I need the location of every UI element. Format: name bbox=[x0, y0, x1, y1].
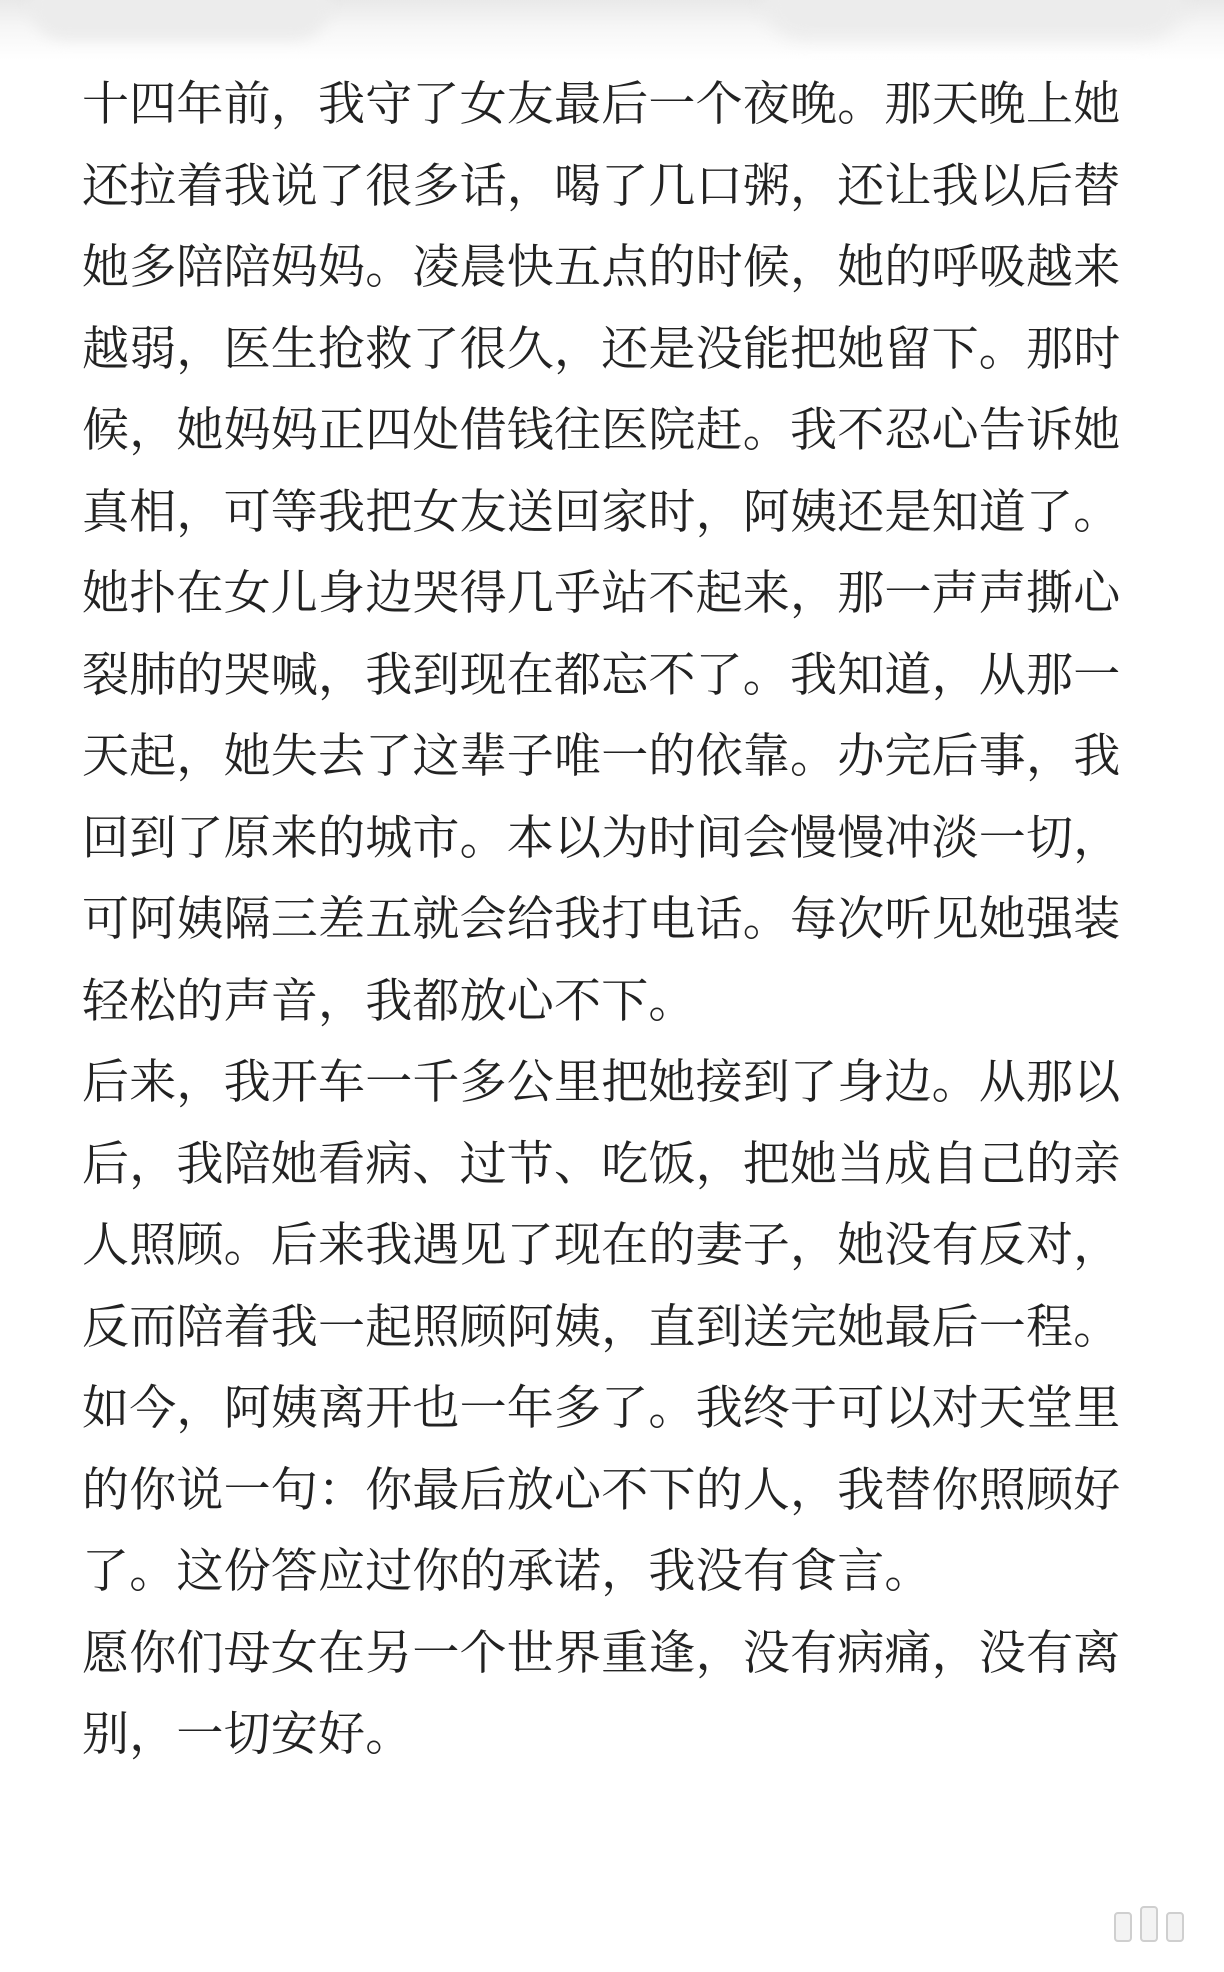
top-right-blurred-element bbox=[764, 0, 1184, 40]
top-left-blurred-element bbox=[30, 0, 330, 40]
watermark-bar-1 bbox=[1114, 1912, 1132, 1942]
article-body bbox=[82, 64, 1142, 1776]
paragraph-1: 十四年前，我守了女友最后一个夜晚。那天晚上她还拉着我说了很多话，喝了几口粥，还让我以后替她多陪陪妈妈。凌晨快五点的时候，她的呼吸越来越弱，医生抢救了很久，还是没能把她留下。那时候，她妈妈正四处借钱往医院赶。我不忍心告诉她真相，可等我把女友送回家时，阿姨还是知道了。她扑在女儿身边哭得几乎站不起来，那一声声撕心裂肺的哭喊，我到现在都忘不了。我知道，从那一天起，她失去了这辈子唯一的依靠。办完后事，我回到了原来的城市。本以为时间会慢慢冲淡一切，可阿姨隔三差五就会给我打电话。每次听见她强装轻松的声音，我都放心不下。 bbox=[82, 77, 1121, 1029]
watermark-bar-3 bbox=[1166, 1912, 1184, 1942]
paragraph-3: 愿你们母女在另一个世界重逢，没有病痛，没有离别，一切安好。 bbox=[82, 1625, 1121, 1762]
watermark-icon bbox=[1114, 1906, 1184, 1942]
watermark-bar-2 bbox=[1140, 1906, 1158, 1942]
paragraph-2: 后来，我开车一千多公里把她接到了身边。从那以后，我陪她看病、过节、吃饭，把她当成自己的亲人照顾。后来我遇见了现在的妻子，她没有反对，反而陪着我一起照顾阿姨，直到送完她最后一程。如今，阿姨离开也一年多了。我终于可以对天堂里的你说一句：你最后放心不下的人，我替你照顾好了。这份答应过你的承诺，我没有食言。 bbox=[82, 1055, 1121, 1599]
